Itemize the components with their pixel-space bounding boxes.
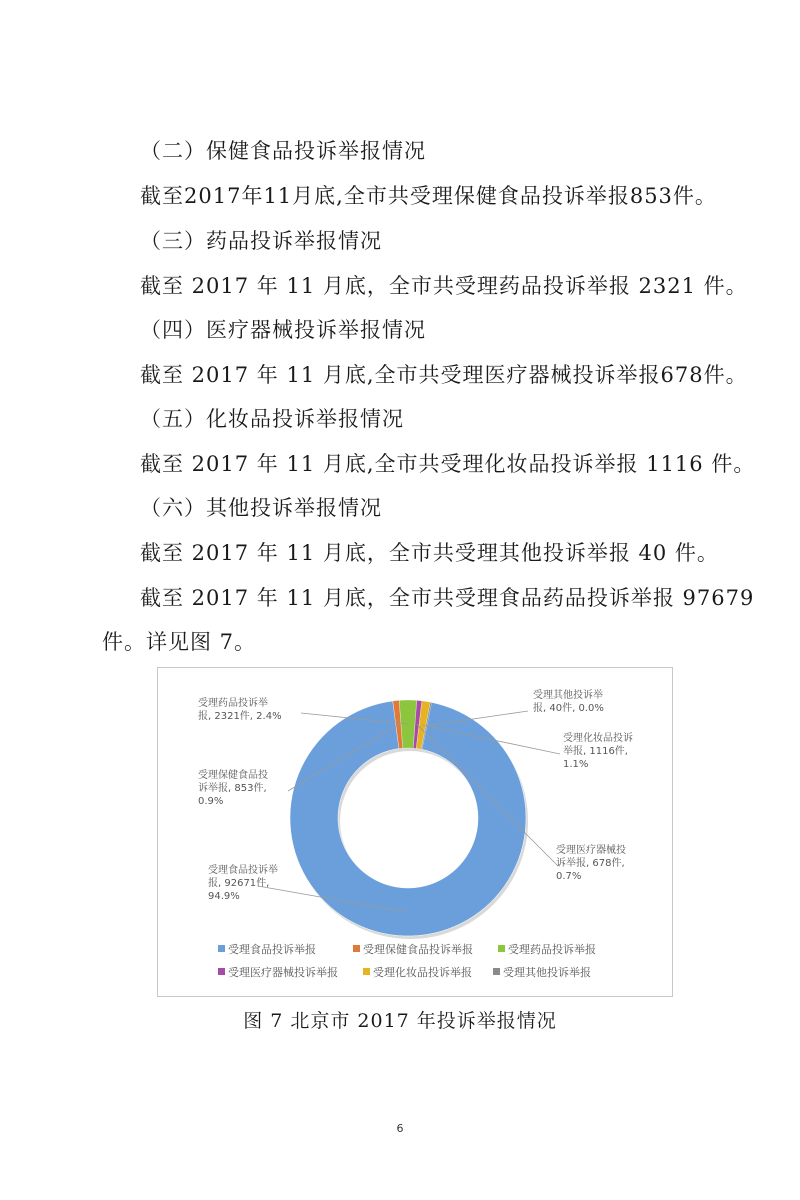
slice-data-label: 0.9% xyxy=(198,796,224,807)
legend-swatch xyxy=(218,968,225,975)
section-text-2: 截至2017年11月底,全市共受理保健食品投诉举报853件。 xyxy=(140,184,717,208)
slice-data-label: 报, 40件, 0.0% xyxy=(533,703,604,714)
page-number: 6 xyxy=(396,1122,404,1135)
legend-entry: 受理食品投诉举报 xyxy=(228,943,316,956)
slice-data-label: 报, 92671件, xyxy=(208,878,270,889)
slice-data-label: 0.7% xyxy=(556,871,582,882)
legend-entry: 受理化妆品投诉举报 xyxy=(373,966,472,979)
slice-data-label: 诉举报, 678件, xyxy=(556,858,625,869)
section-text-4: 截至 2017 年 11 月底,全市共受理医疗器械投诉举报678件。 xyxy=(140,363,748,387)
donut-chart-svg xyxy=(158,668,672,996)
figure-caption: 图 7 北京市 2017 年投诉举报情况 xyxy=(243,1010,557,1032)
slice-data-label: 1.1% xyxy=(563,759,589,770)
legend-entry: 受理保健食品投诉举报 xyxy=(363,943,473,956)
slice-data-label: 受理医疗器械投 xyxy=(556,845,626,856)
slice-data-label: 受理药品投诉举 xyxy=(198,698,268,709)
donut-chart xyxy=(157,667,673,997)
section-text-3: 截至 2017 年 11 月底，全市共受理药品投诉举报 2321 件。 xyxy=(140,274,748,298)
slice-data-label: 举报, 1116件, xyxy=(563,746,628,757)
summary-line-2: 件。详见图 7。 xyxy=(102,630,257,654)
legend-swatch xyxy=(493,968,500,975)
slice-data-label: 94.9% xyxy=(208,891,240,902)
section-text-6: 截至 2017 年 11 月底，全市共受理其他投诉举报 40 件。 xyxy=(140,541,719,565)
section-text-5: 截至 2017 年 11 月底,全市共受理化妆品投诉举报 1116 件。 xyxy=(140,452,756,476)
summary-line-1: 截至 2017 年 11 月底，全市共受理食品药品投诉举报 97679 xyxy=(140,586,755,610)
section-heading-4: （四）医疗器械投诉举报情况 xyxy=(140,318,426,342)
legend-swatch xyxy=(353,945,360,952)
slice-data-label: 受理保健食品投 xyxy=(198,770,268,781)
slice-data-label: 报, 2321件, 2.4% xyxy=(198,711,282,722)
slice-data-label: 受理食品投诉举 xyxy=(208,865,278,876)
legend-entry: 受理医疗器械投诉举报 xyxy=(228,966,338,979)
slice-data-label: 受理化妆品投诉 xyxy=(563,733,633,744)
section-heading-6: （六）其他投诉举报情况 xyxy=(140,496,382,520)
legend-swatch xyxy=(363,968,370,975)
legend-swatch xyxy=(218,945,225,952)
slice-data-label: 诉举报, 853件, xyxy=(198,783,267,794)
section-heading-3: （三）药品投诉举报情况 xyxy=(140,229,382,253)
section-heading-5: （五）化妆品投诉举报情况 xyxy=(140,407,404,431)
legend-swatch xyxy=(498,945,505,952)
legend-entry: 受理药品投诉举报 xyxy=(508,943,596,956)
slice-data-label: 受理其他投诉举 xyxy=(533,690,603,701)
legend-entry: 受理其他投诉举报 xyxy=(503,966,591,979)
section-heading-2: （二）保健食品投诉举报情况 xyxy=(140,139,426,163)
